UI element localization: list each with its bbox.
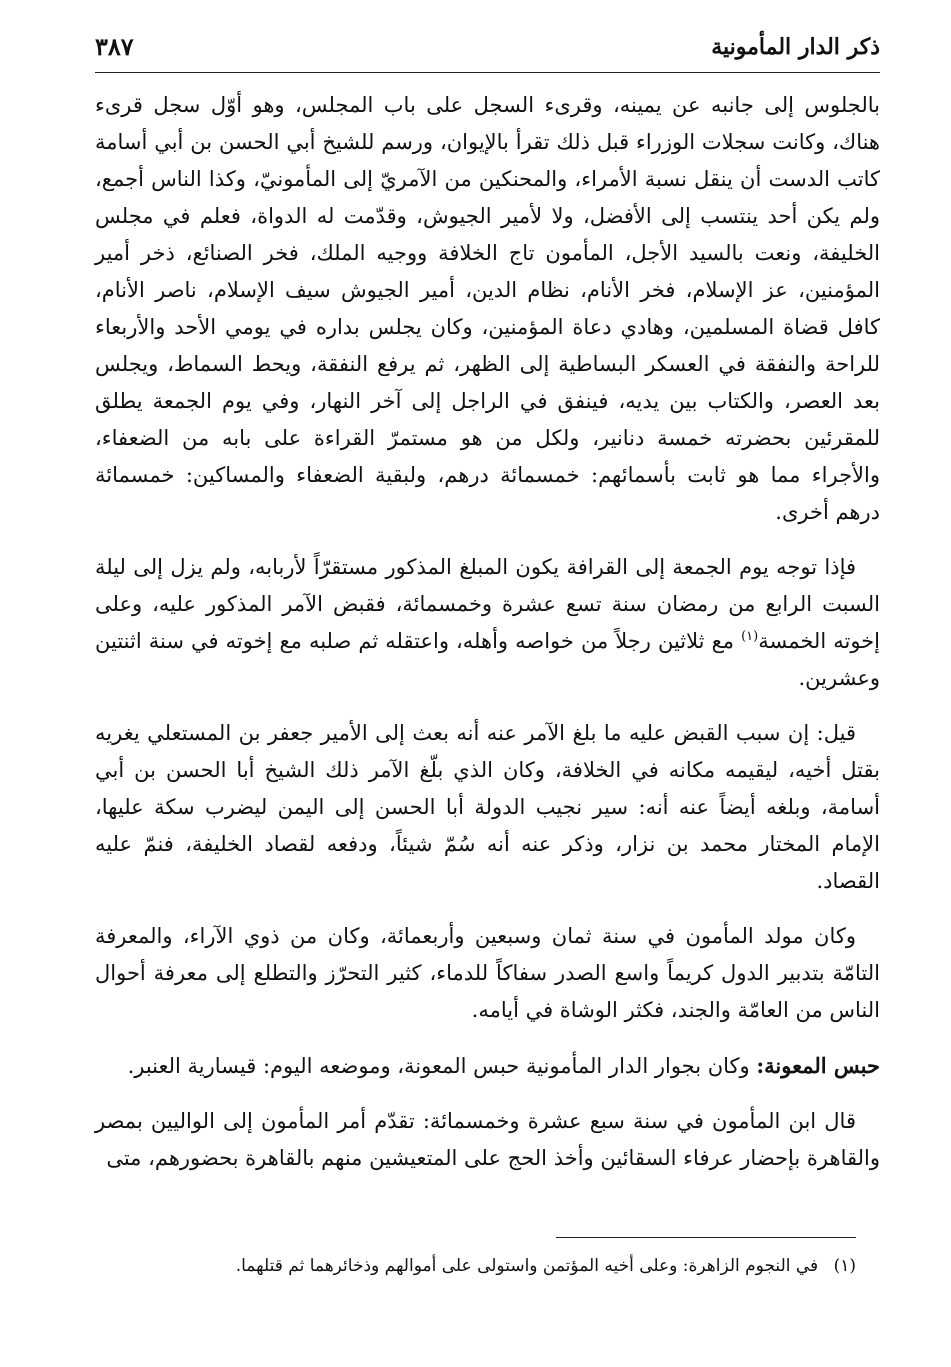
paragraph-1: بالجلوس إلى جانبه عن يمينه، وقرىء السجل على باب المجلس، وهو أوّل سجل قرىء هناك، وكانت سجلات الوزراء قبل ذلك تقرأ بالإيوان، ورسم للشيخ أبي الحسن بن أبي أسامة كاتب الدست أن ينقل نسبة الأمراء، والمحنكين من الآمريّ إلى المأمونيّ، وكذا الناس أجمع، ولم يكن أحد ينتسب إلى الأفضل، ولا لأمير الجيوش، وقدّمت له الدواة، فعلم في مجلس الخليفة، ونعت بالسيد الأجل، المأمون تاج الخلافة ووجيه الملك، فخر الصنائع، ذخر أمير المؤمنين، عز الإسلام، فخر الأنام، نظام الدين، أمير الجيوش سيف الإسلام، ناصر الأنام، كافل قضاة المسلمين، وهادي دعاة المؤمنين، وكان يجلس بداره في يومي الأحد والأربعاء للراحة والنفقة في العسكر البساطية إلى الظهر، ثم يرفع النفقة، ويحط السماط، ويجلس بعد العصر، والكتاب بين يديه، فينفق في الراجل إلى آخر النهار، وفي يوم الجمعة يطلق للمقرئين بحضرته خمسة دنانير، ولكل من هو مستمرّ القراءة على بابه من الضعفاء، والأجراء مما هو ثابت بأسمائهم: خمسمائة درهم، ولبقية الضعفاء والمساكين: خمسمائة درهم أخرى. — [95, 93, 880, 524]
running-title: ذكر الدار المأمونية — [711, 34, 880, 60]
page-number: ٣٨٧ — [95, 32, 134, 61]
footnote — [71, 1252, 856, 1280]
section-lead-heading: حبس المعونة: — [756, 1053, 880, 1078]
paragraph-6: قال ابن المأمون في سنة سبع عشرة وخمسمائة: تقدّم أمر المأمون إلى الواليين بمصر والقاهرة بإحضار عرفاء السقائين وأخذ الحج على المتعيشين منهم بالقاهرة بحضورهم، متى — [95, 1109, 880, 1170]
book-page — [95, 28, 880, 1195]
paragraph-2 — [95, 549, 880, 697]
paragraph-2-part-2: مع ثلاثين رجلاً من خواصه وأهله، واعتقله ثم صلبه مع إخوته في سنة اثنتين وعشرين. — [95, 629, 880, 690]
footnote-reference[interactable]: (١) — [741, 629, 759, 644]
paragraph-3: قيل: إن سبب القبض عليه ما بلغ الآمر عنه أنه بعث إلى الأمير جعفر بن المستعلي يغريه بقتل أخيه، ليقيمه مكانه في الخلافة، وكان الذي بلّغ الآمر ذلك الشيخ أبا الحسن بن أبي أسامة، وبلغه أيضاً عنه أنه: سير نجيب الدولة أبا الحسن إلى اليمن ليضرب سكة عليها، الإمام المختار محمد بن نزار، وذكر عنه أنه سُمّ شيئاً، ودفعه لقصاد الخليفة، فنمّ عليه القصاد. — [95, 721, 880, 893]
paragraph-5 — [95, 1047, 880, 1085]
footnote-number: (١) — [833, 1256, 856, 1276]
paragraph-5-text: وكان بجوار الدار المأمونية حبس المعونة، وموضعه اليوم: قيسارية العنبر. — [127, 1054, 757, 1078]
footnote-divider — [556, 1237, 856, 1238]
running-head — [95, 28, 880, 73]
paragraph-4: وكان مولد المأمون في سنة ثمان وسبعين وأربعمائة، وكان من ذوي الآراء، والمعرفة التامّة بتدبير الدول كريماً واسع الصدر سفاكاً للدماء، كثير التحرّز والتطلع إلى معرفة أحوال الناس من العامّة والجند، فكثر الوشاة في أيامه. — [95, 924, 880, 1022]
body-text — [95, 87, 880, 1177]
paragraph-2-part-1: فإذا توجه يوم الجمعة إلى القرافة يكون المبلغ المذكور مستقرّاً لأربابه، ولم يزل إلى ليلة السبت الرابع من رمضان سنة تسع عشرة وخمسمائة، فقبض الآمر المذكور عليه، وعلى إخوته الخمسة — [95, 555, 880, 653]
footnote-text: في النجوم الزاهرة: وعلى أخيه المؤتمن واستولى على أموالهم وذخائرهما ثم قتلهما. — [235, 1256, 819, 1276]
